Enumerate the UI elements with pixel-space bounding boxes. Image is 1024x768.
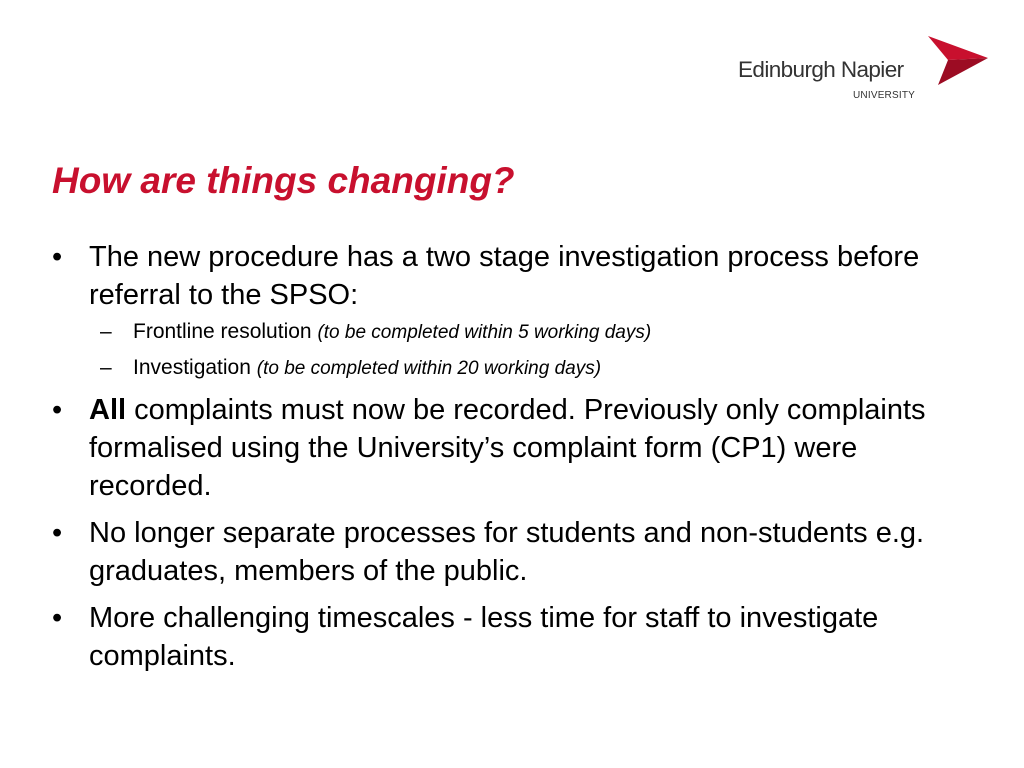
sub-text: Frontline resolution: [133, 320, 318, 343]
sub-text: Investigation: [133, 356, 257, 379]
sub-marker: –: [100, 356, 112, 379]
bullet-marker: •: [52, 241, 63, 273]
slide-title: How are things changing?: [52, 160, 515, 201]
logo-name: Edinburgh Napier: [738, 57, 904, 82]
logo-pennant-icon: [928, 36, 988, 86]
bullet-text: More challenging timescales - less time for staff to investigate complaints.: [89, 602, 879, 672]
bullet-marker: •: [52, 394, 63, 426]
bullet-item: [50, 238, 980, 382]
sub-list: [89, 319, 980, 382]
university-logo: [738, 36, 998, 106]
sub-note: (to be completed within 5 working days): [317, 322, 652, 343]
bullet-text: complaints must now be recorded. Previously only complaints formalised using the University’s complaint form (CP1) were recorded.: [89, 394, 926, 502]
bullet-item: [50, 599, 980, 675]
bullet-list: [50, 238, 980, 675]
bullet-marker: •: [52, 517, 63, 549]
bullet-text: No longer separate processes for students and non-students e.g. graduates, members of the public.: [89, 517, 925, 587]
bullet-item: [50, 391, 980, 505]
sub-note: (to be completed within 20 working days): [256, 358, 602, 379]
bullet-emphasis: All: [89, 394, 127, 426]
sub-item: [89, 319, 980, 346]
logo-subtitle: UNIVERSITY: [853, 90, 916, 101]
sub-marker: –: [100, 320, 112, 343]
sub-item: [89, 355, 980, 382]
slide-body: [50, 238, 980, 684]
bullet-item: [50, 514, 980, 590]
bullet-marker: •: [52, 602, 63, 634]
bullet-text: The new procedure has a two stage investigation process before referral to the SPSO:: [89, 241, 920, 311]
